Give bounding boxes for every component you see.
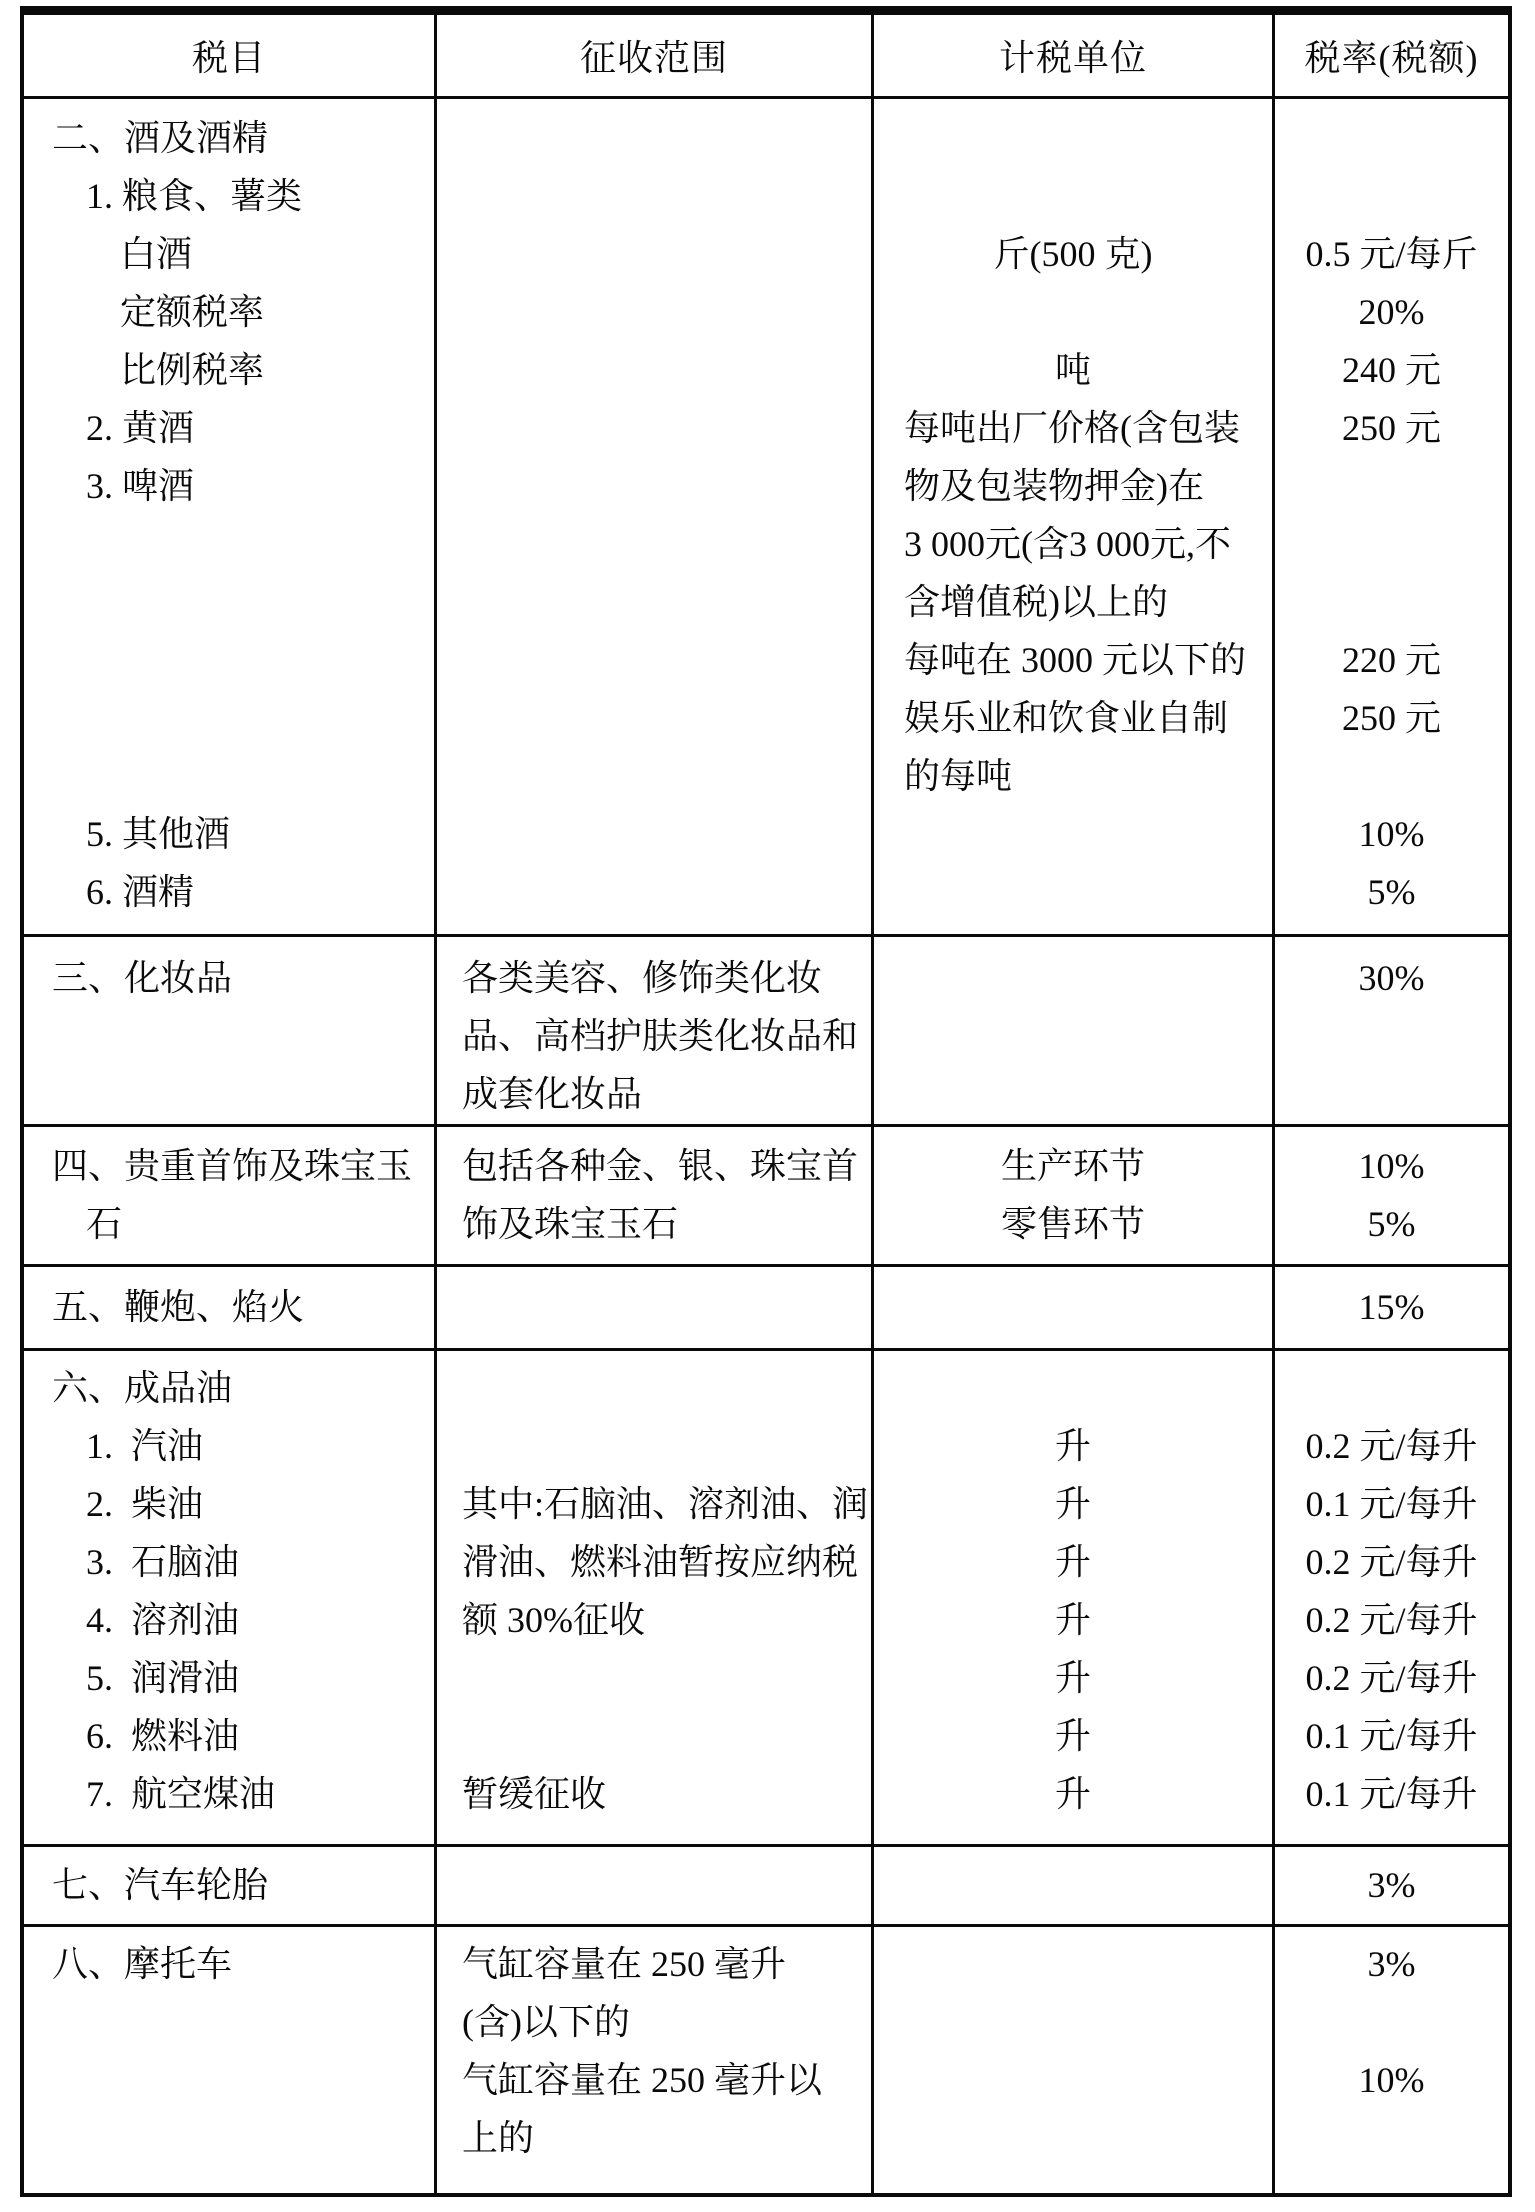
text-line: 0.2 元/每升 (1305, 1658, 1478, 1698)
text-line: 物及包装物押金)在 (904, 466, 1204, 506)
text-line: 零售环节 (1000, 1204, 1145, 1244)
text-line: 娱乐业和饮食业自制 (904, 698, 1229, 738)
cell-tax-rate (1275, 1927, 1508, 2193)
text-line: 20% (1358, 292, 1425, 332)
section-row-auto-tires (24, 1847, 1508, 1927)
section-row-refined-oil (24, 1351, 1508, 1847)
text-line: (含)以下的 (462, 2002, 630, 2042)
text-line: 八、摩托车 (52, 1944, 233, 1984)
cell-tax-unit (874, 937, 1275, 1124)
text-line: 6. 燃料油 (86, 1716, 240, 1756)
text-line: 5% (1367, 872, 1416, 912)
text-line: 五、鞭炮、焰火 (52, 1286, 305, 1327)
text-line: 饰及珠宝玉石 (462, 1204, 679, 1244)
text-line: 3. 石脑油 (86, 1542, 240, 1582)
text-line: 斤(500 克) (993, 234, 1153, 274)
section-row-liquor (24, 99, 1508, 937)
text-line: 0.1 元/每升 (1305, 1774, 1478, 1814)
cell-collection-scope (437, 1847, 874, 1924)
cell-tax-item (24, 99, 437, 934)
section-row-cosmetics (24, 937, 1508, 1127)
cell-collection-scope (437, 1927, 874, 2193)
text-line: 白酒 (120, 234, 193, 274)
consumption-tax-table (20, 6, 1512, 2197)
text-line: 的每吨 (904, 756, 1013, 796)
cell-tax-item (24, 1127, 437, 1264)
text-line: 3. 啤酒 (86, 466, 195, 506)
cell-tax-unit (874, 1927, 1275, 2193)
text-line: 滑油、燃料油暂按应纳税 (462, 1542, 859, 1582)
cell-tax-unit (874, 99, 1275, 934)
text-line: 比例税率 (120, 350, 265, 390)
text-line: 1. 汽油 (86, 1426, 204, 1466)
text-line: 升 (1054, 1716, 1091, 1756)
text-line: 0.5 元/每斤 (1305, 234, 1478, 274)
text-line: 每吨在 3000 元以下的 (904, 640, 1247, 680)
section-row-firecrackers (24, 1267, 1508, 1351)
cell-tax-item (24, 1267, 437, 1348)
text-line: 气缸容量在 250 毫升以 (462, 2060, 823, 2100)
text-line: 10% (1358, 1146, 1425, 1186)
header-collection-scope (437, 15, 874, 96)
table-header-row (24, 15, 1508, 99)
cell-collection-scope (437, 1267, 874, 1348)
text-line: 5% (1367, 1204, 1416, 1244)
text-line: 5. 润滑油 (86, 1658, 240, 1698)
text-line: 含增值税)以上的 (904, 582, 1168, 622)
text-line: 二、酒及酒精 (52, 118, 269, 158)
text-line: 0.1 元/每升 (1305, 1484, 1478, 1524)
section-row-jewelry (24, 1127, 1508, 1267)
text-line: 220 元 (1341, 640, 1441, 680)
text-line: 品、高档护肤类化妆品和 (462, 1016, 859, 1056)
header-tax-item (24, 15, 437, 96)
cell-collection-scope (437, 1127, 874, 1264)
text-line: 四、贵重首饰及珠宝玉 (52, 1146, 413, 1186)
header-label: 计税单位 (998, 38, 1147, 78)
text-line: 0.1 元/每升 (1305, 1716, 1478, 1756)
text-line: 石 (86, 1204, 123, 1244)
text-line: 240 元 (1341, 350, 1441, 390)
text-line: 定额税率 (120, 292, 265, 332)
text-line: 升 (1054, 1542, 1091, 1582)
text-line: 升 (1054, 1774, 1091, 1814)
cell-tax-rate (1275, 937, 1508, 1124)
text-line: 3% (1367, 1944, 1416, 1984)
text-line: 0.2 元/每升 (1305, 1426, 1478, 1466)
cell-tax-unit (874, 1267, 1275, 1348)
section-row-motorcycles (24, 1927, 1508, 2193)
text-line: 各类美容、修饰类化妆 (462, 958, 823, 998)
cell-tax-item (24, 1847, 437, 1924)
cell-tax-item (24, 1927, 437, 2193)
text-line: 额 30%征收 (462, 1600, 645, 1640)
text-line: 升 (1054, 1426, 1091, 1466)
text-line: 每吨出厂价格(含包装 (904, 408, 1240, 448)
cell-tax-rate (1275, 1267, 1508, 1348)
text-line: 包括各种金、银、珠宝首 (462, 1146, 859, 1186)
text-line: 六、成品油 (52, 1368, 233, 1408)
text-line: 10% (1358, 814, 1425, 854)
cell-tax-rate (1275, 1847, 1508, 1924)
text-line: 气缸容量在 250 毫升 (462, 1944, 787, 1984)
text-line: 10% (1358, 2060, 1425, 2100)
cell-collection-scope (437, 937, 874, 1124)
header-tax-rate (1275, 15, 1508, 96)
text-line: 2. 柴油 (86, 1484, 204, 1524)
cell-tax-unit (874, 1351, 1275, 1844)
text-line: 0.2 元/每升 (1305, 1542, 1478, 1582)
cell-collection-scope (437, 99, 874, 934)
header-label: 税率(税额) (1304, 38, 1479, 78)
text-line: 5. 其他酒 (86, 814, 231, 854)
text-line: 生产环节 (1000, 1146, 1145, 1186)
cell-tax-item (24, 937, 437, 1124)
text-line: 暂缓征收 (462, 1774, 607, 1814)
text-line: 上的 (462, 2118, 535, 2158)
text-line: 30% (1358, 958, 1425, 998)
text-line: 250 元 (1341, 698, 1441, 738)
text-line: 其中:石脑油、溶剂油、润 (462, 1484, 869, 1524)
header-tax-unit (874, 15, 1275, 96)
text-line: 升 (1054, 1484, 1091, 1524)
text-line: 3 000元(含3 000元,不 (904, 524, 1231, 564)
text-line: 三、化妆品 (52, 958, 233, 998)
text-line: 6. 酒精 (86, 872, 195, 912)
cell-tax-rate (1275, 1351, 1508, 1844)
text-line: 2. 黄酒 (86, 408, 195, 448)
header-label: 税目 (191, 38, 266, 78)
text-line: 7. 航空煤油 (86, 1774, 276, 1814)
cell-tax-unit (874, 1847, 1275, 1924)
text-line: 七、汽车轮胎 (52, 1864, 269, 1905)
cell-tax-unit (874, 1127, 1275, 1264)
text-line: 250 元 (1341, 408, 1441, 448)
text-line: 4. 溶剂油 (86, 1600, 240, 1640)
cell-tax-rate (1275, 1127, 1508, 1264)
text-line: 成套化妆品 (462, 1074, 643, 1114)
text-line: 1. 粮食、薯类 (86, 176, 303, 216)
text-line: 吨 (1054, 350, 1091, 390)
text-line: 15% (1358, 1286, 1425, 1327)
text-line: 升 (1054, 1658, 1091, 1698)
text-line: 升 (1054, 1600, 1091, 1640)
cell-collection-scope (437, 1351, 874, 1844)
header-label: 征收范围 (579, 38, 728, 78)
cell-tax-item (24, 1351, 437, 1844)
text-line: 0.2 元/每升 (1305, 1600, 1478, 1640)
text-line: 3% (1367, 1864, 1416, 1905)
cell-tax-rate (1275, 99, 1508, 934)
